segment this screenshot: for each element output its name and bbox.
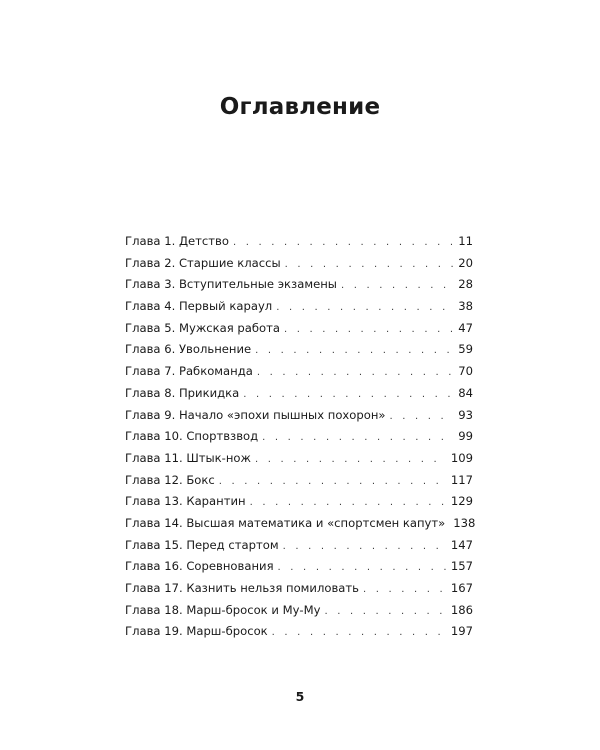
toc-dot-leader	[285, 259, 455, 270]
page-number: 5	[295, 689, 305, 704]
toc-dot-leader	[219, 476, 447, 487]
toc-entry-page: 99	[458, 429, 473, 444]
toc-entry-page: 84	[458, 385, 473, 400]
toc-entry[interactable]	[125, 321, 473, 343]
toc-dot-leader	[255, 345, 454, 356]
toc-entry[interactable]	[125, 473, 473, 495]
toc-entry[interactable]	[125, 429, 473, 451]
toc-entry-title: Глава 17. Казнить нельзя помиловать	[125, 581, 359, 595]
toc-dot-leader	[243, 389, 454, 400]
toc-entry[interactable]	[125, 256, 473, 278]
toc-entry[interactable]	[125, 386, 473, 408]
toc-entry-title: Глава 7. Рабкоманда	[125, 364, 253, 379]
toc-entry[interactable]	[125, 538, 473, 560]
toc-entry-page: 167	[450, 581, 473, 595]
toc-entry-title: Глава 5. Мужская работа	[125, 320, 280, 335]
toc-entry[interactable]	[125, 299, 473, 321]
toc-dot-leader	[276, 302, 454, 313]
toc-dot-leader	[390, 411, 455, 422]
toc-dot-leader	[272, 627, 447, 638]
toc-entry[interactable]	[125, 277, 473, 299]
toc-dot-leader	[250, 497, 447, 508]
toc-entry-page: 59	[458, 342, 473, 357]
toc-entry-title: Глава 3. Вступительные экзамены	[125, 277, 337, 292]
toc-entry-page: 138	[453, 515, 476, 530]
toc-dot-leader	[278, 562, 447, 573]
toc-entry[interactable]	[125, 581, 473, 603]
table-of-contents	[125, 234, 476, 646]
toc-entry-page: 20	[458, 255, 473, 270]
toc-entry-title: Глава 2. Старшие классы	[125, 255, 281, 270]
toc-entry[interactable]	[125, 494, 473, 516]
toc-dot-leader	[262, 432, 454, 443]
toc-entry-page: 186	[450, 602, 473, 617]
toc-entry-title: Глава 1. Детство	[125, 234, 229, 248]
toc-entry-title: Глава 15. Перед стартом	[125, 537, 279, 552]
toc-entry-page: 157	[450, 559, 473, 574]
toc-entry[interactable]	[125, 624, 473, 646]
toc-entry-page: 147	[450, 537, 473, 552]
toc-entry-page: 117	[450, 472, 473, 487]
toc-entry-title: Глава 12. Бокс	[125, 472, 215, 487]
toc-entry-title: Глава 8. Прикидка	[125, 385, 240, 400]
toc-entry-page: 38	[458, 299, 473, 314]
toc-dot-leader	[257, 367, 454, 378]
toc-dot-leader	[324, 606, 446, 617]
toc-entry[interactable]	[125, 364, 473, 386]
toc-dot-leader	[255, 454, 447, 465]
toc-entry-title: Глава 18. Марш-бросок и Му-Му	[125, 602, 321, 617]
toc-entry-page: 109	[450, 450, 473, 465]
toc-entry-page: 28	[458, 277, 473, 292]
toc-entry-page: 70	[458, 364, 473, 379]
toc-entry-title: Глава 13. Карантин	[125, 494, 246, 509]
page-title: Оглавление	[219, 94, 381, 120]
toc-entry-title: Глава 19. Марш-бросок	[125, 624, 268, 639]
toc-entry-page: 197	[450, 624, 473, 639]
toc-entry-page: 129	[450, 494, 473, 509]
toc-entry[interactable]	[125, 342, 473, 364]
toc-entry-page: 93	[458, 407, 473, 422]
toc-dot-leader	[341, 280, 454, 291]
toc-entry[interactable]	[125, 603, 473, 625]
toc-entry[interactable]	[125, 451, 473, 473]
toc-entry-title: Глава 11. Штык-нож	[125, 450, 251, 465]
toc-entry-page: 11	[458, 234, 473, 248]
toc-entry[interactable]	[125, 515, 476, 538]
toc-entry[interactable]	[125, 408, 473, 430]
toc-dot-leader	[233, 237, 454, 248]
toc-entry-page: 47	[458, 320, 473, 335]
toc-entry[interactable]	[125, 234, 473, 256]
toc-entry-title: Глава 10. Спортвзвод	[125, 429, 259, 444]
toc-entry-title: Глава 4. Первый караул	[125, 299, 273, 314]
toc-entry-title: Глава 16. Соревнования	[125, 559, 274, 574]
toc-entry-title: Глава 6. Увольнение	[125, 342, 252, 357]
toc-dot-leader	[283, 541, 447, 552]
toc-entry[interactable]	[125, 559, 473, 581]
toc-entry-title: Глава 14. Высшая математика и «спортсмен капут»	[125, 515, 446, 530]
toc-dot-leader	[284, 324, 454, 335]
toc-entry-title: Глава 9. Начало «эпохи пышных похорон»	[125, 407, 386, 422]
toc-dot-leader	[363, 584, 447, 595]
